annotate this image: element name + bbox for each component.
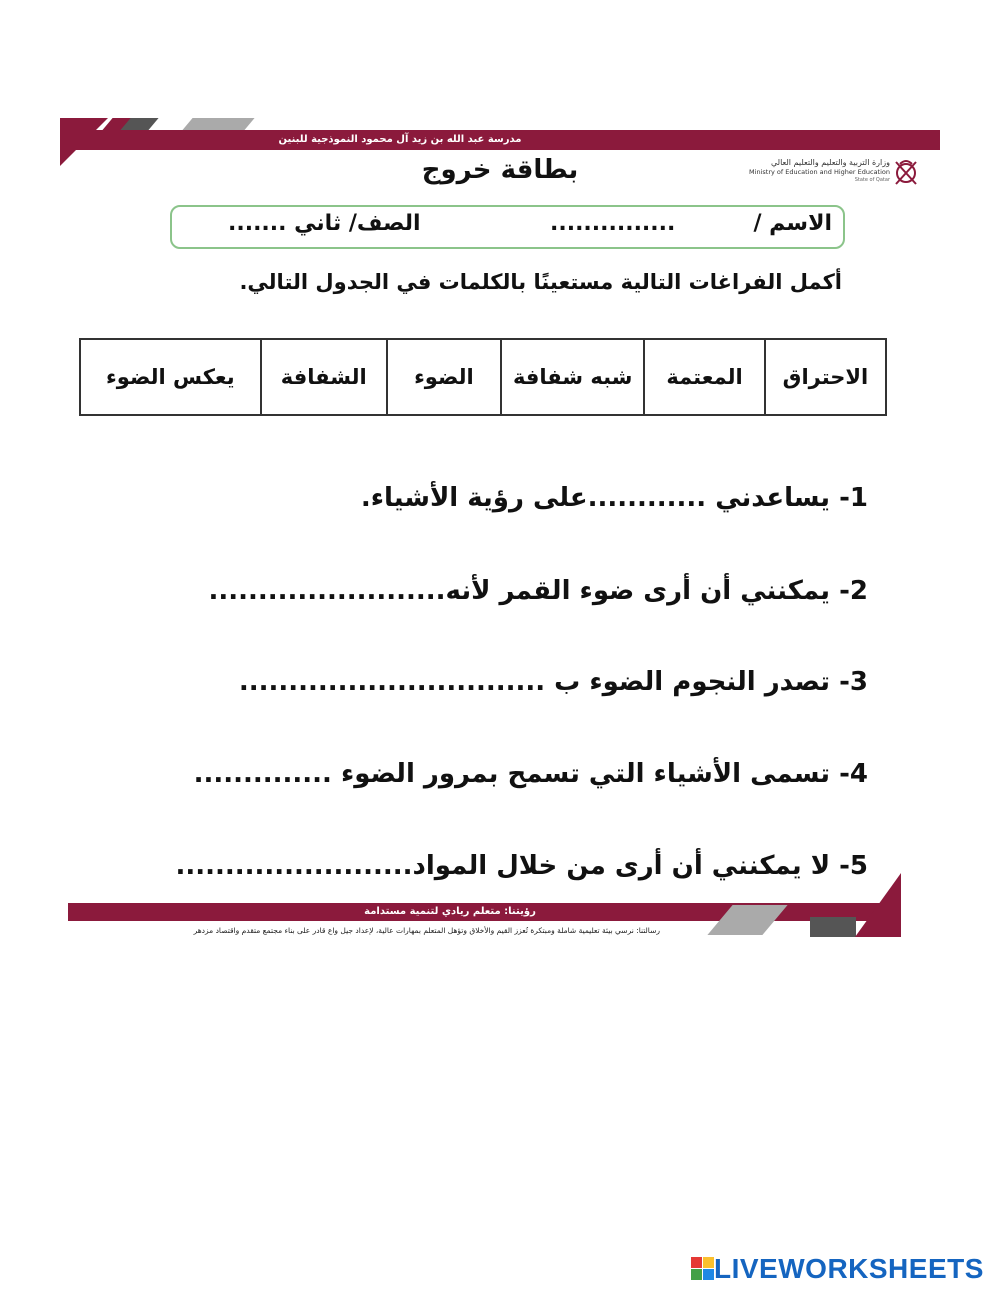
mission-text: رسالتنا: نرسي بيئة تعليمية شاملة ومبتكرة تُعزز القيم والأخلاق وتؤهل المتعلم بمهارات عالية، لإعداد جيل واع قادر على بناء مجتمع متقدم واقتصاد مزدهر [193,926,660,935]
question-5[interactable]: 5- لا يمكنني أن أرى من خلال المواد........................ [175,851,868,881]
liveworksheets-logo[interactable] [690,1253,990,1287]
word-bank-cell: الضوء [387,339,502,415]
word-bank-cell: المعتمة [644,339,765,415]
page-title: بطاقة خروج [421,155,579,185]
name-label: الاسم / [753,211,832,236]
name-field[interactable]: ............... [550,211,676,236]
school-name: مدرسة عبد الله بن زيد آل محمود النموذجية للبنين [278,134,522,145]
word-bank-cell: الاحتراق [765,339,886,415]
class-label[interactable]: الصف/ ثاني ....... [228,211,421,236]
word-bank-table [79,338,887,416]
question-3[interactable]: 3- تصدر النجوم الضوء ب ............................... [238,667,868,697]
word-bank-cell: الشفافة [261,339,387,415]
ministry-name-english: Ministry of Education and Higher Education [749,168,890,176]
brand-name: LIVEWORKSHEETS [714,1253,984,1284]
qatar-emblem-icon [892,158,920,188]
footer-corner-mark [855,873,901,937]
ministry-state: State of Qatar [854,177,890,183]
vision-text: رؤيتنا: متعلم ريادي لتنمية مستدامة [364,906,536,917]
ministry-logo [749,158,920,188]
word-bank-cell: شبه شفافة [501,339,644,415]
footer-stripe-dark [810,917,856,937]
instruction-text: أكمل الفراغات التالية مستعينًا بالكلمات في الجدول التالي. [239,270,842,294]
ministry-name-arabic: وزارة التربية والتعليم والتعليم العالي [770,158,890,167]
brand-blocks-icon [690,1256,716,1282]
word-bank-cell: يعكس الضوء [80,339,261,415]
question-4[interactable]: 4- تسمى الأشياء التي تسمح بمرور الضوء .............. [193,759,868,789]
question-1[interactable]: 1- يساعدني ............على رؤية الأشياء. [360,483,868,513]
question-2[interactable]: 2- يمكنني أن أرى ضوء القمر لأنه........................ [208,576,868,606]
word-bank-row [80,339,886,415]
